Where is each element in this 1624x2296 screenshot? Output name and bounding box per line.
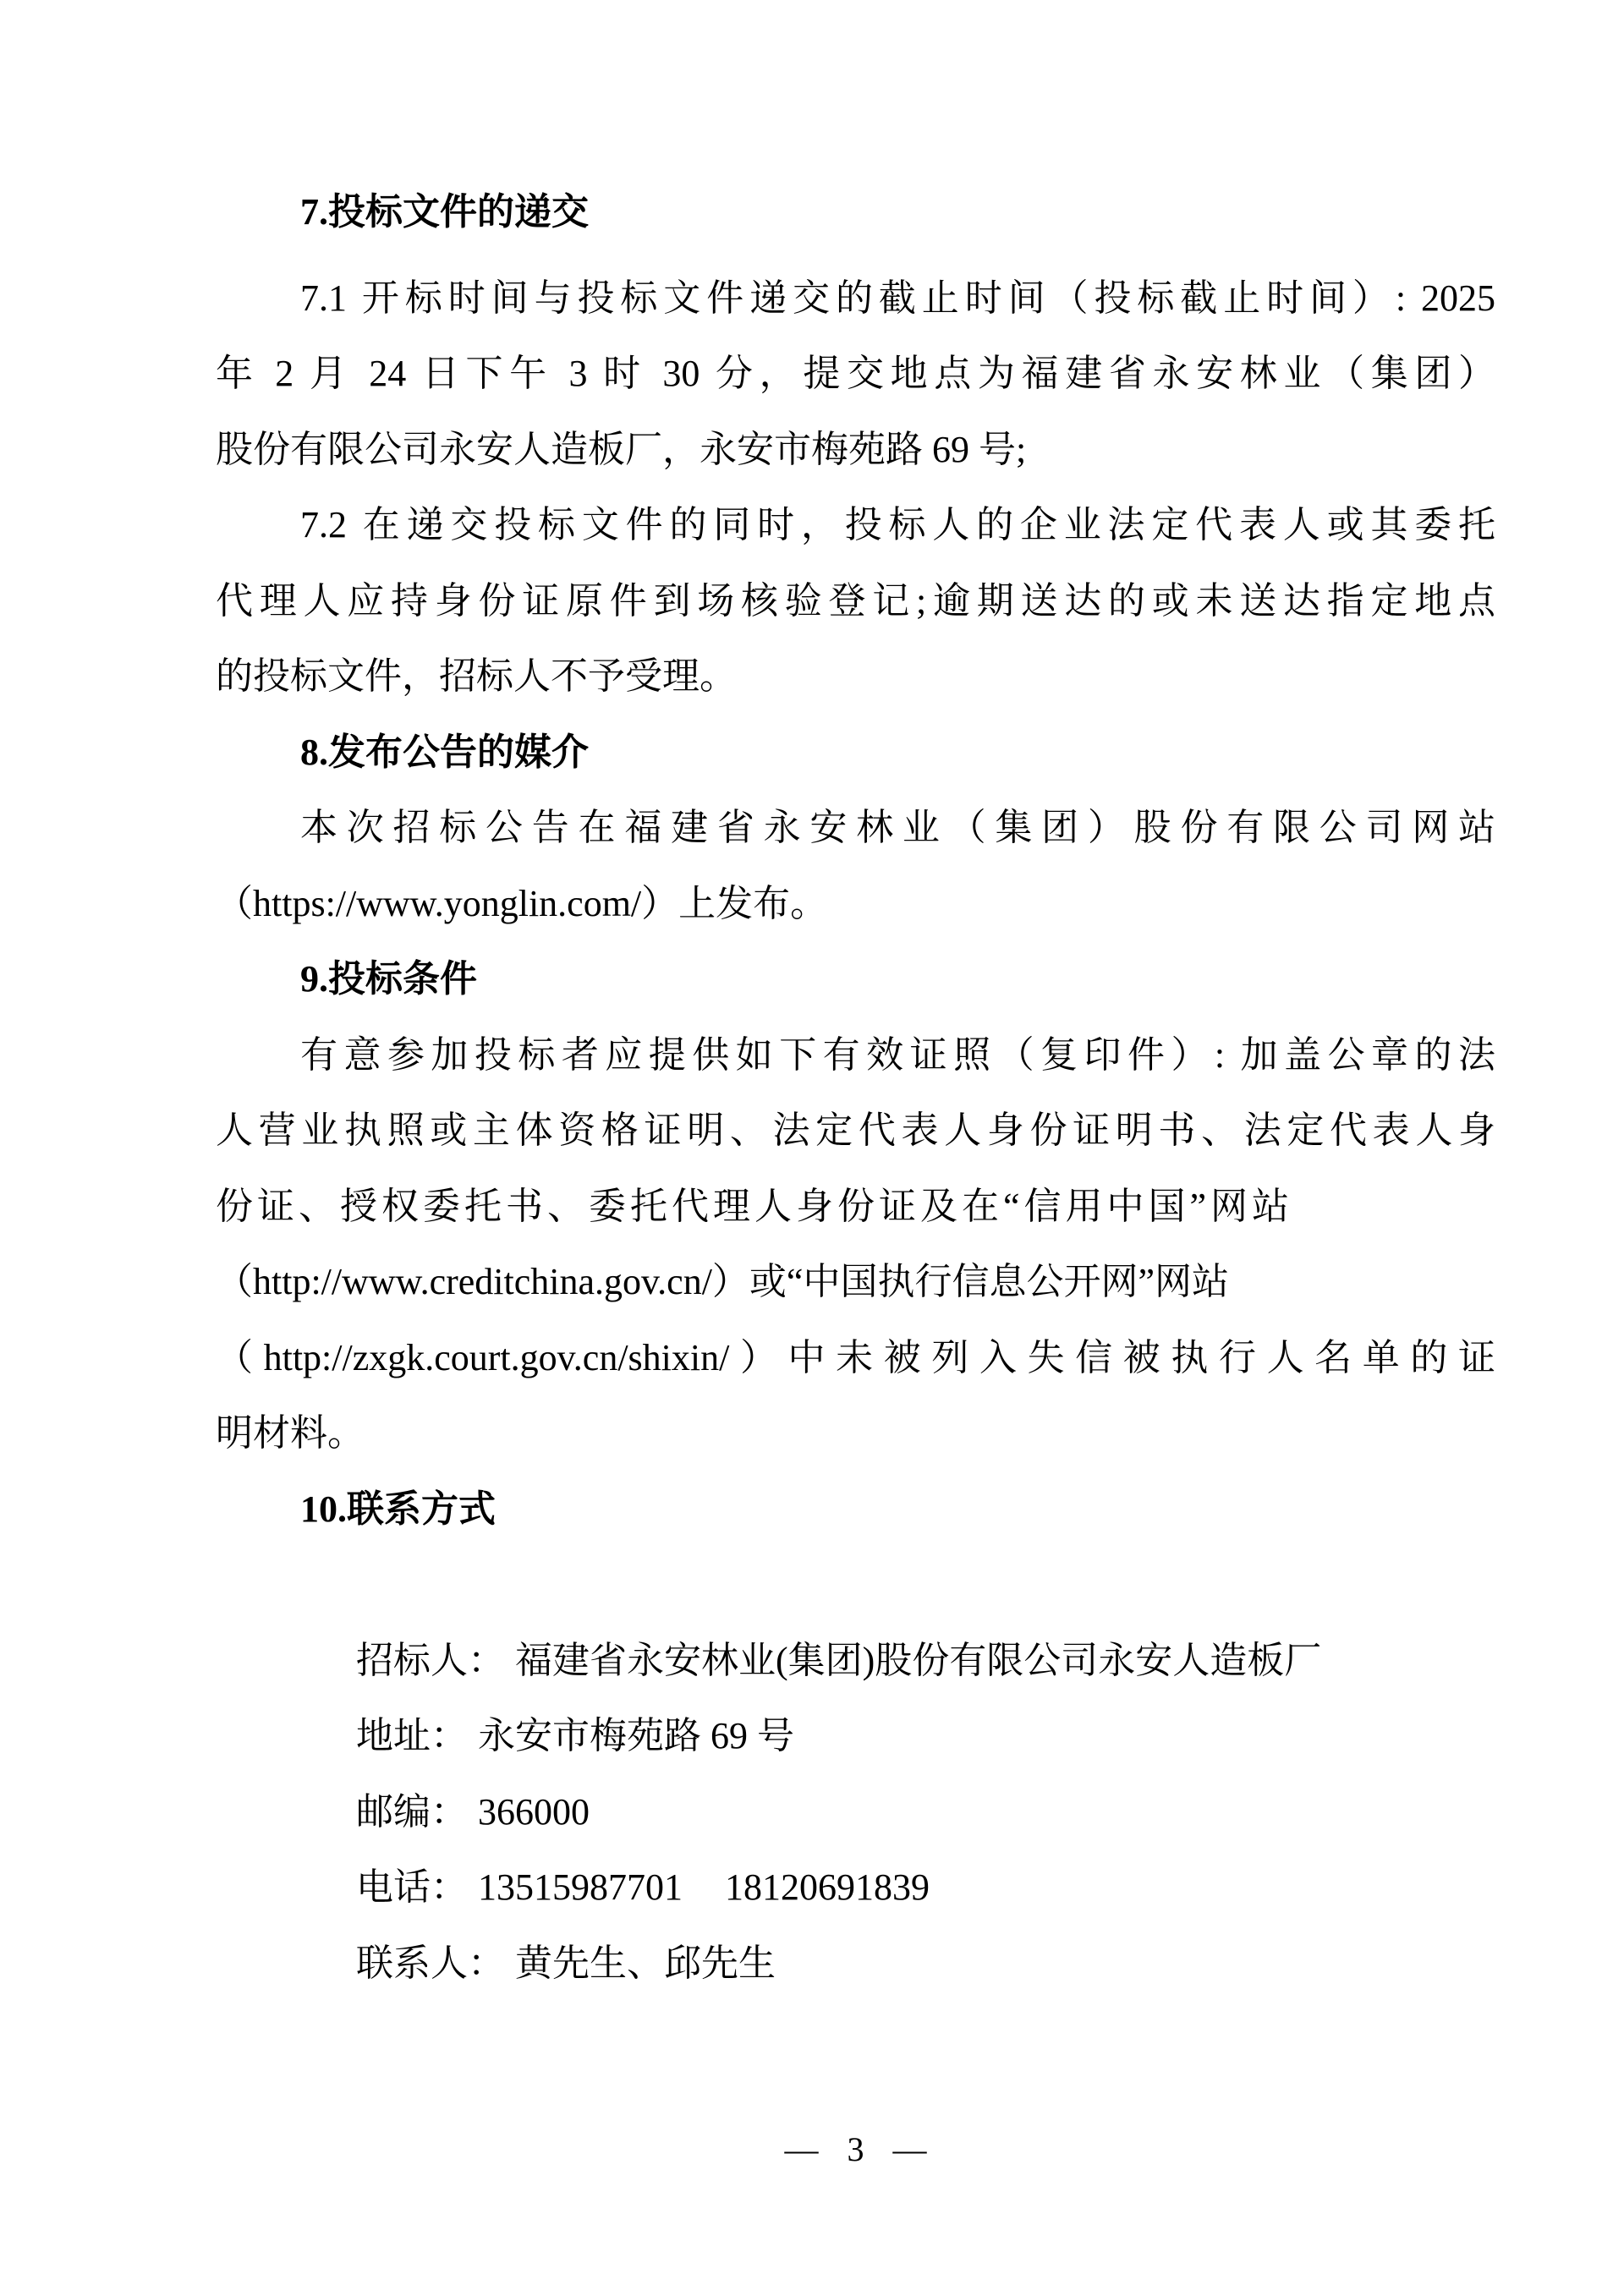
heading-section-10: 10.联系方式 [300, 1488, 496, 1530]
text-line: 年 2 月 24 日下午 3 时 30 分，提交地点为福建省永安林业（集团） [216, 353, 1495, 394]
heading-section-8: 8.发布公告的媒介 [300, 731, 589, 773]
contact-row-bidder [216, 1547, 1495, 1681]
heading-section-7: 7.投标文件的递交 [300, 191, 589, 233]
text-line: 人营业执照或主体资格证明、法定代表人身份证明书、法定代表人身 [216, 1110, 1495, 1151]
contact-label-person: 联系人： [356, 1942, 505, 1984]
text-line: 7.1 开标时间与投标文件递交的截止时间（投标截止时间）: 2025 [300, 277, 1495, 319]
page-content [216, 174, 1495, 1984]
contact-label-bidder: 招标人： [356, 1639, 505, 1681]
text-line: 本次招标公告在福建省永安林业（集团）股份有限公司网站 [300, 807, 1495, 848]
text-line: 有意参加投标者应提供如下有效证照（复印件）: 加盖公章的法 [300, 1033, 1495, 1076]
text-line: 份证、授权委托书、委托代理人身份证及在“信用中国”网站 [216, 1185, 1294, 1227]
text-line: 的投标文件，招标人不予受理。 [216, 655, 737, 697]
contact-phone-number-1: 13515987701 [478, 1866, 683, 1908]
contact-label-address: 地址： [356, 1715, 468, 1756]
contact-value-bidder: 福建省永安林业(集团)股份有限公司永安人造板厂 [515, 1639, 1322, 1681]
text-line-with-url: （https://www.yonglin.com/）上发布。 [216, 882, 828, 924]
page-footer [216, 2124, 1495, 2175]
footer-right-dash: — [892, 2130, 927, 2168]
text-line: 股份有限公司永安人造板厂，永安市梅苑路 69 号; [216, 428, 1027, 470]
contact-value-address: 永安市梅苑路 69 号 [478, 1715, 794, 1756]
contact-label-postcode: 邮编： [356, 1790, 468, 1833]
text-line: 代理人应持身份证原件到场核验登记;逾期送达的或未送达指定地点 [216, 579, 1495, 622]
contact-phone-number-2: 18120691839 [725, 1866, 930, 1908]
footer-left-dash: — [784, 2130, 819, 2168]
text-line: 明材料。 [216, 1412, 365, 1454]
contact-value-postcode: 366000 [478, 1790, 590, 1833]
text-line-with-url: （http://www.creditchina.gov.cn/）或“中国执行信息公开网”网站 [216, 1261, 1229, 1302]
contact-label-phone: 电话： [356, 1866, 468, 1908]
text-line: 7.2 在递交投标文件的同时，投标人的企业法定代表人或其委托 [300, 504, 1495, 545]
text-line-with-url: （http://zxgk.court.gov.cn/shixin/）中未被列入失信被执行人名单的证 [216, 1336, 1495, 1378]
heading-section-9: 9.投标条件 [300, 958, 477, 1000]
contact-value-person: 黄先生、邱先生 [515, 1942, 776, 1984]
page-number: 3 [847, 2130, 864, 2168]
